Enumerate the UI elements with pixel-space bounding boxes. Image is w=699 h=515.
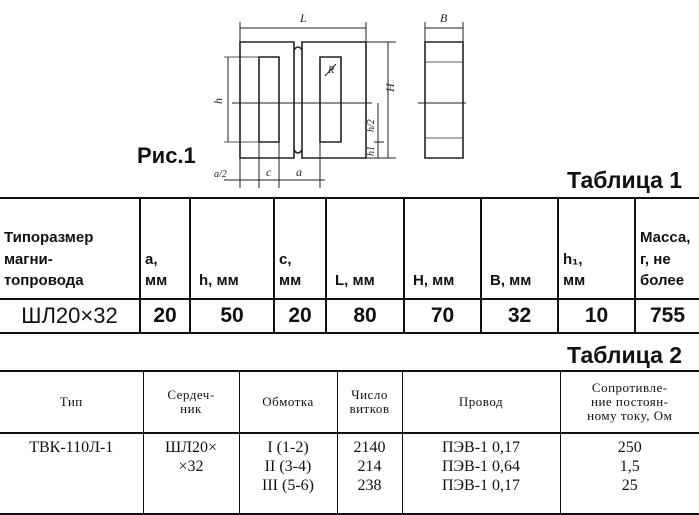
- t1-L: 80: [326, 299, 404, 333]
- text-line: Число: [351, 386, 388, 402]
- text-line: II (3-4): [264, 458, 312, 476]
- dim-a: a: [296, 165, 302, 179]
- text-line: I (1-2): [267, 439, 309, 456]
- t1-h-H: [404, 198, 481, 299]
- figure-caption: Рис.1: [137, 143, 196, 168]
- t2-h-winding: [239, 371, 337, 433]
- text-line: Тип: [59, 393, 83, 409]
- text-line: ние постоян-: [590, 393, 669, 409]
- text-line: h₁,: [563, 250, 583, 268]
- text-line: магни-: [4, 250, 53, 268]
- text-line: Масса,: [640, 228, 691, 246]
- core-right-outline: [302, 42, 366, 158]
- t2-h-type: [0, 371, 143, 433]
- text-line: Сердеч-: [167, 386, 215, 402]
- t2-turns: [337, 433, 402, 514]
- t1-c: 20: [274, 299, 326, 333]
- text-line: Типоразмер: [4, 228, 94, 246]
- text-line: ПЭВ-1 0,64: [441, 458, 521, 476]
- t1-h-h1: [558, 198, 635, 299]
- dim-c: c: [266, 165, 272, 179]
- table1-title: Таблица 1: [567, 167, 683, 193]
- t2-core: [143, 433, 239, 514]
- dim-L: L: [300, 11, 307, 25]
- dim-H: H: [383, 83, 397, 92]
- t1-h-mass: [635, 198, 699, 299]
- text-line: более: [640, 272, 685, 290]
- text-line: ПЭВ-1 0,17: [441, 477, 521, 495]
- text-line: Провод: [458, 393, 504, 409]
- t1-h-h: [190, 198, 274, 299]
- dim-h2: h/2: [366, 119, 377, 132]
- t1-h-B: [481, 198, 558, 299]
- text-line: 238: [357, 477, 382, 495]
- text-line: 2140: [353, 439, 386, 456]
- table2: [0, 370, 699, 515]
- t1-h-c: [274, 198, 326, 299]
- t2-h-turns: [337, 371, 402, 433]
- t1-h: 50: [190, 299, 274, 333]
- t2-wire: [402, 433, 560, 514]
- text-line: топровода: [4, 272, 84, 290]
- table2-title: Таблица 2: [567, 342, 683, 368]
- t2-h-wire: [402, 371, 560, 433]
- text-line: ник: [180, 401, 202, 416]
- t1-mass: 755: [635, 299, 699, 333]
- text-line: витков: [349, 401, 390, 416]
- t2-windings: [239, 433, 337, 514]
- t1-h1: 10: [558, 299, 635, 333]
- text-line: мм: [145, 272, 168, 290]
- text-line: 25: [621, 477, 638, 495]
- table-row: [0, 433, 699, 514]
- dim-B: B: [440, 11, 448, 25]
- t2-resistance: [560, 433, 699, 514]
- text-line: h, мм: [199, 272, 239, 290]
- t1-h-a: [140, 198, 190, 299]
- t1-type: ШЛ20×32: [0, 299, 140, 333]
- t2-h-resistance: [560, 371, 699, 433]
- t1-H: 70: [404, 299, 481, 333]
- dim-a2: a/2: [214, 169, 227, 180]
- t1-B: 32: [481, 299, 558, 333]
- text-line: 1,5: [619, 458, 640, 476]
- table-row: [0, 299, 699, 333]
- text-line: мм: [279, 272, 302, 290]
- text-line: Обмотка: [262, 393, 314, 409]
- text-line: B, мм: [490, 272, 532, 290]
- text-line: ×32: [178, 458, 204, 476]
- core-left-outline: [240, 42, 294, 158]
- t1-h-L: [326, 198, 404, 299]
- text-line: ПЭВ-1 0,17: [441, 439, 521, 456]
- text-line: 214: [357, 458, 382, 476]
- text-line: III (5-6): [262, 477, 314, 495]
- text-line: c,: [279, 250, 292, 268]
- text-line: L, мм: [335, 272, 375, 290]
- text-line: мм: [563, 272, 586, 290]
- text-line: H, мм: [413, 272, 455, 290]
- table1-header-row: [0, 198, 699, 299]
- dim-h: h: [211, 98, 225, 104]
- dim-R: R: [328, 65, 335, 76]
- text-line: г, не: [640, 250, 671, 268]
- table2-header-row: [0, 371, 699, 433]
- text-line: a,: [145, 250, 158, 268]
- t1-h-type: [0, 198, 140, 299]
- t2-h-core: [143, 371, 239, 433]
- core-side-view: [425, 42, 463, 158]
- t2-type: ТВК-110Л-1: [29, 439, 114, 456]
- text-line: Сопротивле-: [591, 379, 668, 395]
- text-line: 250: [617, 439, 642, 456]
- dim-h1: h1: [366, 146, 377, 156]
- text-line: ному току, Ом: [587, 408, 673, 424]
- table1: [0, 197, 699, 334]
- t1-a: 20: [140, 299, 190, 333]
- window-left: [259, 57, 279, 142]
- text-line: ШЛ20×: [164, 439, 217, 456]
